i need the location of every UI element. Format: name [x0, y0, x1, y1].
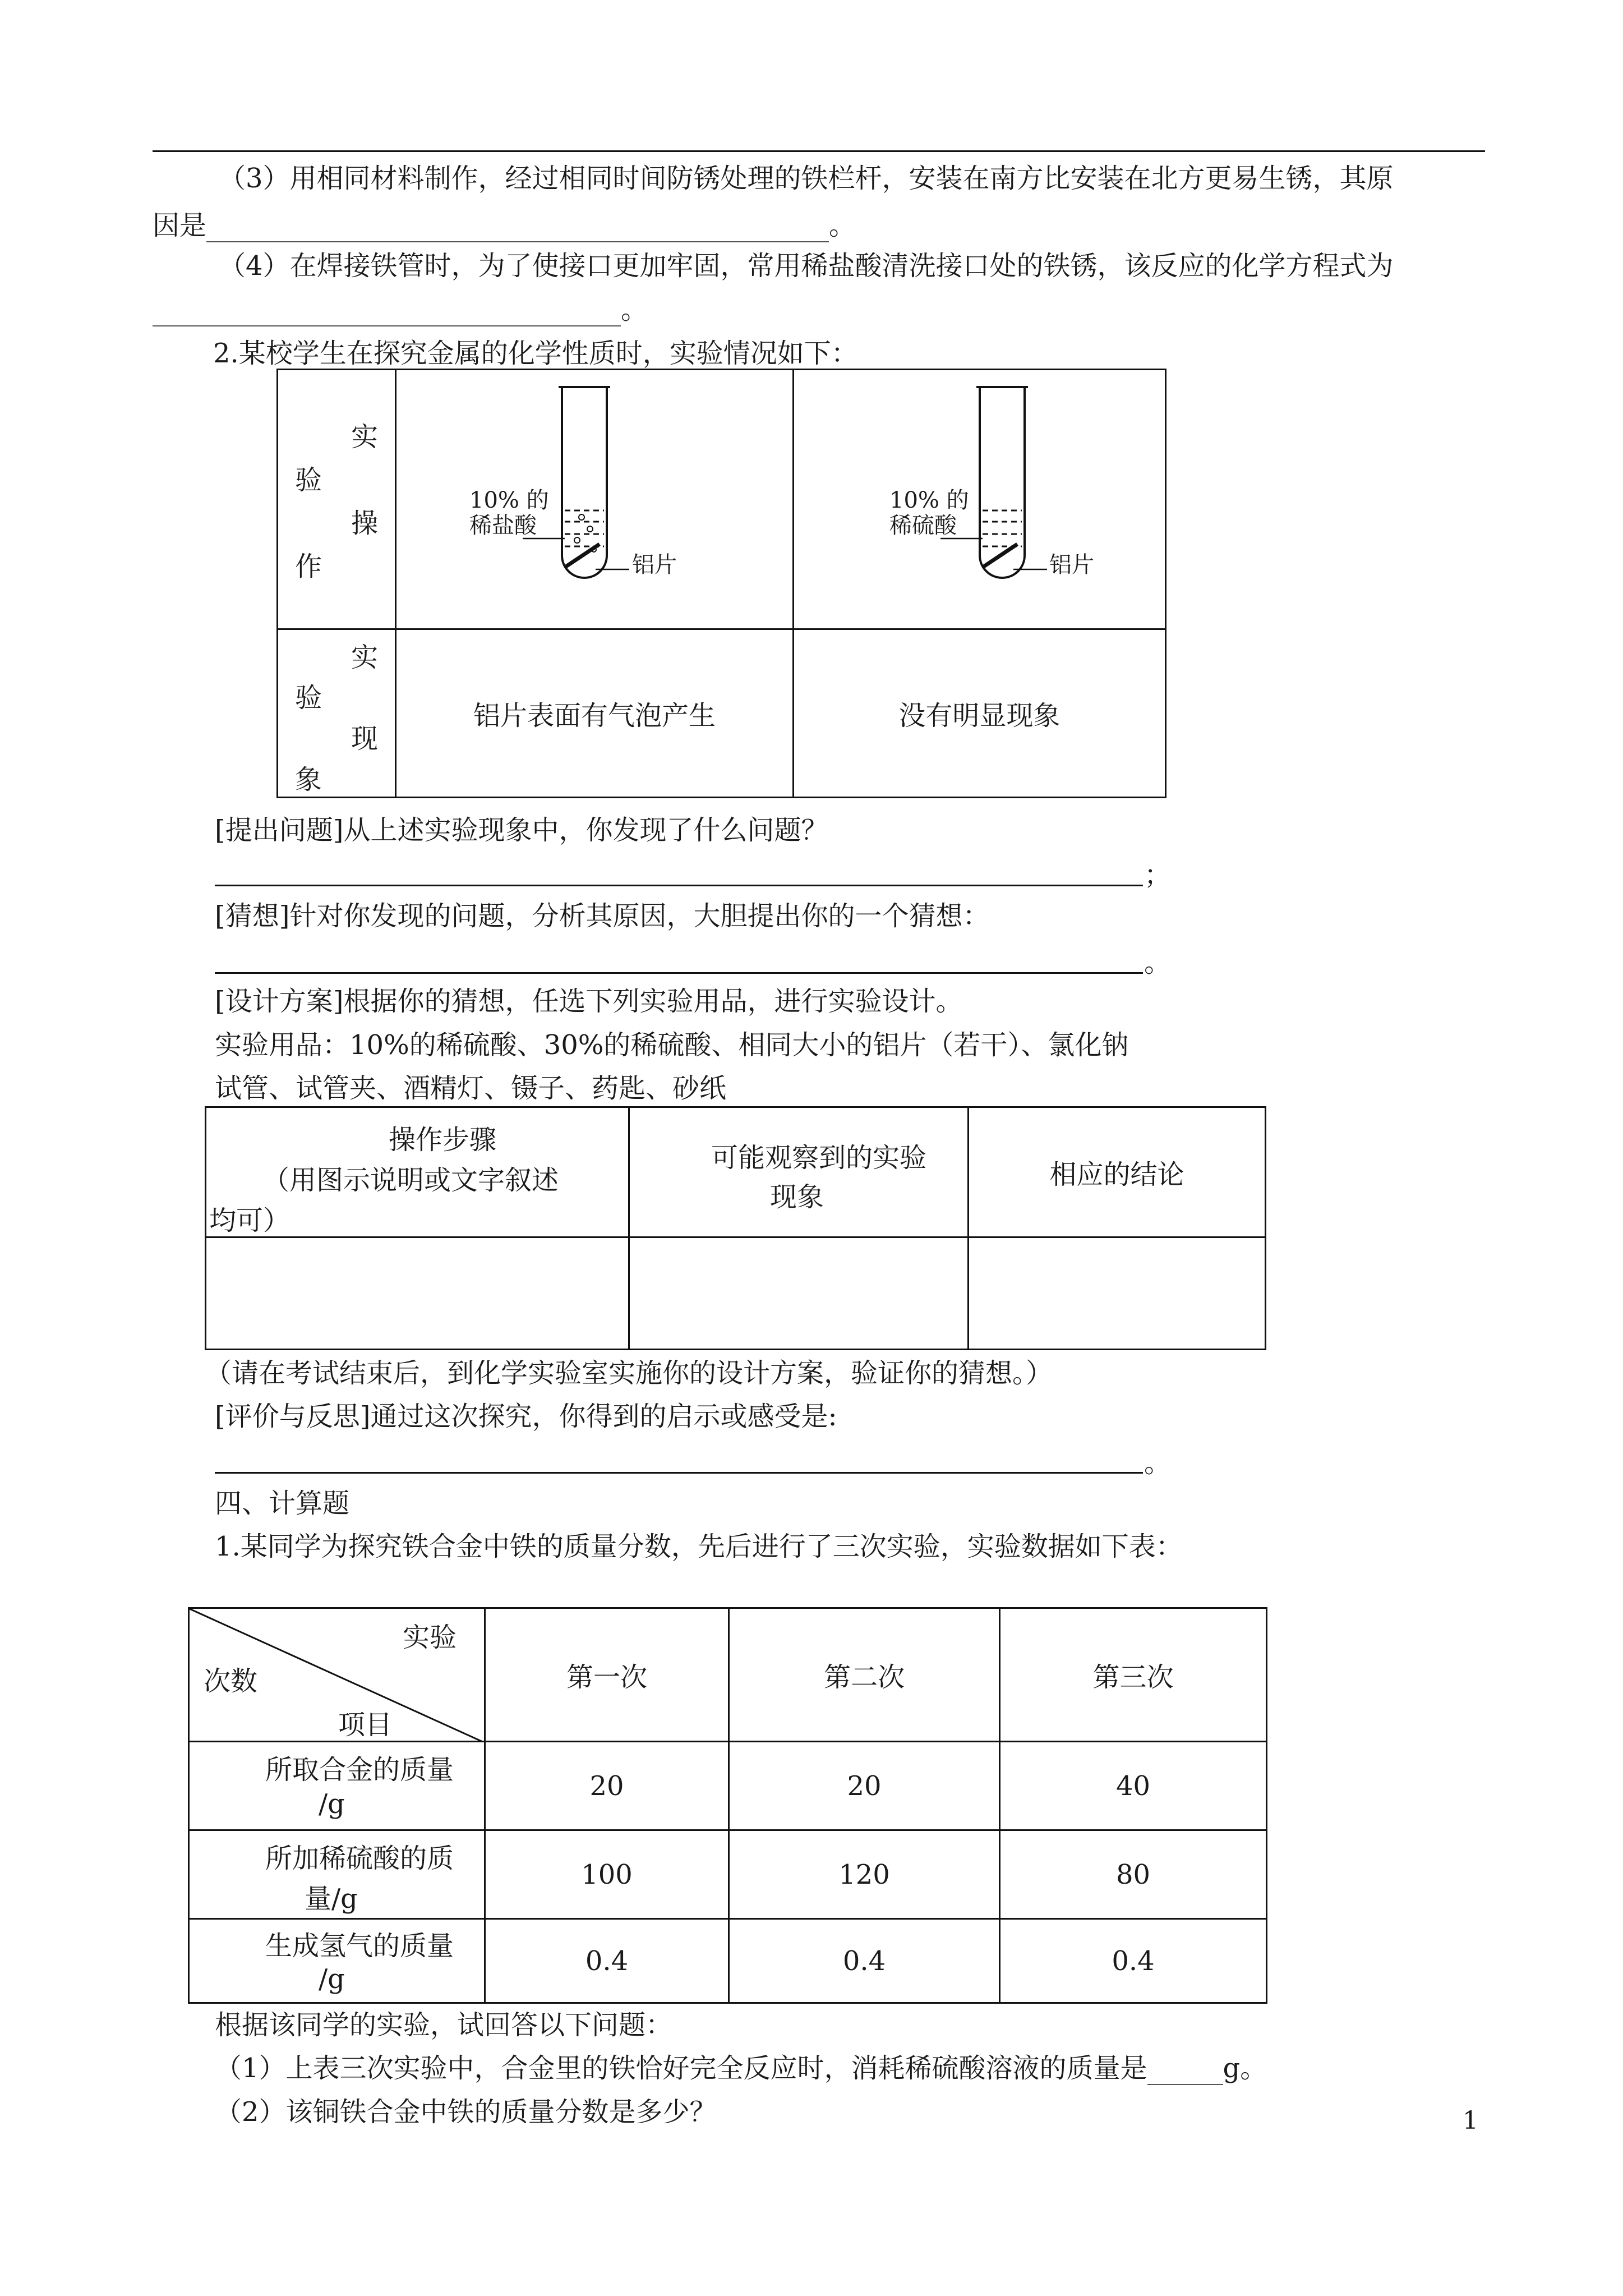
calc-corner-cell: 实验 次数 项目	[189, 1608, 485, 1742]
calc-col-1: 第一次	[485, 1608, 729, 1742]
guess-prompt: [猜想]针对你发现的问题，分析其原因，大胆提出你的一个猜想：	[215, 900, 990, 932]
calc-q1-answer-blank[interactable]	[1147, 2059, 1223, 2085]
exp-tube2-cell	[794, 370, 1166, 629]
guess-answer-line[interactable]	[215, 972, 1143, 974]
calc-cell: 100	[485, 1830, 729, 1919]
calc-cell: 20	[485, 1742, 729, 1830]
calc-cell: 80	[1000, 1830, 1267, 1919]
calc-q1-intro: 1.某同学为探究铁合金中铁的质量分数，先后进行了三次实验，实验数据如下表：	[215, 1531, 1183, 1562]
calc-cell: 0.4	[1000, 1919, 1267, 2003]
section4-title: 四、计算题	[215, 1488, 350, 1519]
exp-row1-header: 实 验 操 作	[278, 370, 396, 629]
design-conclusion-answer[interactable]	[969, 1237, 1266, 1350]
tube1-label-metal: 铝片	[632, 552, 677, 578]
tube2-label-concentration: 10% 的	[889, 487, 969, 513]
calc-col-2: 第二次	[729, 1608, 1000, 1742]
q4-answer-blank[interactable]	[153, 301, 621, 326]
calc-table	[188, 1607, 1267, 2004]
experiment-table	[276, 369, 1166, 798]
after-test-note: （请在考试结束后，到化学实验室实施你的设计方案，验证你的猜想。）	[205, 1358, 1053, 1389]
table-row	[189, 1742, 1267, 1830]
question-prompt: [提出问题]从上述实验现象中，你发现了什么问题？	[215, 815, 828, 846]
calc-cell: 0.4	[485, 1919, 729, 2003]
q4-line2: 。	[153, 293, 648, 326]
calc-q1: （1）上表三次实验中，合金里的铁恰好完全反应时，消耗稀硫酸溶液的质量是 g。	[215, 2053, 1267, 2084]
design-col-steps-header: 操作步骤 （用图示说明或文字叙述 均可）	[206, 1107, 629, 1237]
design-col-conclusion-header: 相应的结论	[969, 1107, 1266, 1237]
test-tube-h2so4-illustration	[794, 370, 1164, 628]
calc-row-label: 所取合金的质量 /g	[189, 1742, 485, 1830]
calc-row-label: 所加稀硫酸的质 量/g	[189, 1830, 485, 1919]
q3-line2: 因是 。	[153, 210, 856, 241]
calc-lead: 根据该同学的实验，试回答以下问题：	[215, 2009, 673, 2041]
question-answer-line[interactable]	[215, 885, 1143, 886]
tube2-label-metal: 铝片	[1049, 552, 1094, 578]
calc-q2: （2）该铜铁合金中铁的质量分数是多少？	[215, 2096, 717, 2128]
design-col-observation-header: 可能观察到的实验 现象	[629, 1107, 969, 1237]
test-tube-hcl-illustration	[396, 370, 789, 628]
design-observation-answer[interactable]	[629, 1237, 969, 1350]
calc-row-label: 生成氢气的质量 /g	[189, 1919, 485, 2003]
q3-prefix: 因是	[153, 210, 207, 241]
design-steps-answer[interactable]	[206, 1237, 629, 1350]
calc-cell: 120	[729, 1830, 1000, 1919]
exp-row2-header: 实 验 现 象	[278, 629, 396, 798]
tube2-label-acid: 稀硫酸	[889, 513, 957, 539]
design-prompt: [设计方案]根据你的猜想，任选下列实验用品，进行实验设计。	[215, 986, 963, 1017]
calc-cell: 20	[729, 1742, 1000, 1830]
q3-line1: （3）用相同材料制作，经过相同时间防锈处理的铁栏杆，安装在南方比安装在北方更易生锈，其原	[219, 163, 1394, 194]
design-table	[205, 1106, 1266, 1350]
q3-answer-blank[interactable]	[206, 217, 829, 242]
exp-observation-1: 铝片表面有气泡产生	[396, 629, 794, 798]
q4-line1: （4）在焊接铁管时，为了使接口更加牢固，常用稀盐酸清洗接口处的铁锈，该反应的化学方程式为	[219, 250, 1394, 282]
calc-cell: 0.4	[729, 1919, 1000, 2003]
materials-line2: 试管、试管夹、酒精灯、镊子、药匙、砂纸	[215, 1073, 727, 1104]
calc-col-3: 第三次	[1000, 1608, 1267, 1742]
page-number: 1	[1463, 2106, 1478, 2135]
tube1-label-concentration: 10% 的	[469, 487, 549, 513]
reflect-prompt: [评价与反思]通过这次探究，你得到的启示或感受是:	[215, 1401, 837, 1432]
table-row	[189, 1830, 1267, 1919]
calc-cell: 40	[1000, 1742, 1267, 1830]
table-row	[189, 1919, 1267, 2003]
reflect-answer-line[interactable]	[215, 1472, 1143, 1474]
header-rule	[153, 150, 1485, 152]
exp-tube1-cell	[396, 370, 794, 629]
exp-observation-2: 没有明显现象	[794, 629, 1166, 798]
q2-intro: 2.某校学生在探究金属的化学性质时，实验情况如下：	[213, 338, 858, 369]
materials-line1: 实验用品：10%的稀硫酸、30%的稀硫酸、相同大小的铝片（若干）、氯化钠	[215, 1029, 1129, 1061]
tube1-label-acid: 稀盐酸	[469, 513, 537, 539]
